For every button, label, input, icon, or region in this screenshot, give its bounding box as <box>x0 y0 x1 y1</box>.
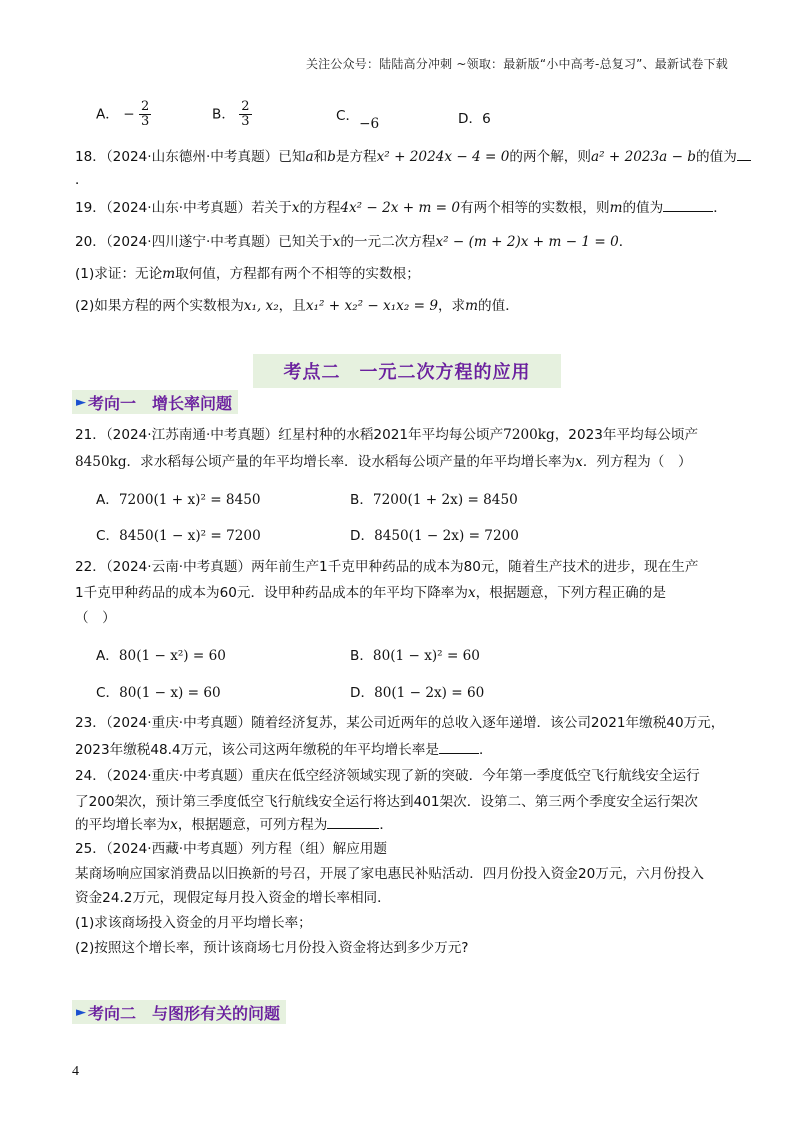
question-18 <box>75 147 751 167</box>
q20-p2-ask: ，求 <box>437 298 466 314</box>
denominator: 3 <box>241 114 250 129</box>
q18-mid: 是方程 <box>335 149 377 165</box>
q19-mid2: 有两个相等的实数根，则 <box>460 200 610 216</box>
q23-end: ． <box>478 742 493 758</box>
question-21-line-2 <box>75 452 692 472</box>
q20-p2-text: (2)如果方程的两个实数根为 <box>75 298 244 314</box>
q20-equation: x² − (m + 2)x + m − 1 = 0 <box>435 234 619 250</box>
q20-p2-and: ，且 <box>278 298 306 314</box>
question-25-part-1: (1)求该商场投入资金的月平均增长率； <box>75 915 312 931</box>
q19-text: 19．（2024·山东·中考真题）若关于 <box>75 200 292 216</box>
question-25-part-2: (2)按照这个增长率，预计该商场七月份投入资金将达到多少万元? <box>75 940 469 956</box>
question-20 <box>75 232 632 252</box>
denominator: 3 <box>140 114 150 129</box>
q20-part-2 <box>75 296 519 316</box>
q17-option-d <box>458 107 491 127</box>
question-24-line-2: 了200架次，预计第三季度低空飞行航线安全运行将达到401架次．设第二、第三两个季度安全运行架次 <box>75 794 698 810</box>
question-24-line-3 <box>75 815 393 835</box>
question-25-line-2: 某商场响应国家消费品以旧换新的号召，开展了家电惠民补贴活动．四月份投入资金20万元，六月份投入 <box>75 866 705 882</box>
q19-equation: 4x² − 2x + m = 0 <box>340 200 461 216</box>
var-m: m <box>465 298 479 314</box>
option-value: 6 <box>482 111 491 127</box>
section-title: 考点二 一元二次方程的应用 <box>253 354 561 388</box>
answer-blank <box>737 148 751 161</box>
q22-option-b <box>350 644 480 664</box>
question-25-line-1: 25．（2024·西藏·中考真题）列方程（组）解应用题 <box>75 841 388 857</box>
option-label: D． <box>350 528 375 544</box>
option-label: C． <box>336 108 360 124</box>
option-equation: 80(1 − 2x) = 60 <box>374 685 485 701</box>
var-x: x <box>332 234 341 250</box>
question-22-line-2 <box>75 583 666 603</box>
var-a: a <box>305 149 314 165</box>
question-23-line-2 <box>75 740 493 760</box>
q20-condition: x₁² + x₂² − x₁x₂ = 9 <box>305 298 438 314</box>
option-equation: 7200(1 + 2x) = 8450 <box>372 492 518 508</box>
q20-p1-rest: 取何值，方程都有两个不相等的实数根； <box>175 266 420 282</box>
q22-text: 1千克甲种药品的成本为60元．设甲种药品成本的年平均下降率为 <box>75 585 468 601</box>
question-22-line-3: （ ） <box>75 610 116 626</box>
q21-option-c <box>96 524 261 544</box>
subheading-text: 考向二 与图形有关的问题 <box>88 1003 281 1023</box>
fraction <box>139 100 151 129</box>
option-label: A． <box>96 492 119 508</box>
option-value: −6 <box>359 116 380 132</box>
option-equation: 80(1 − x²) = 60 <box>118 648 226 664</box>
q17-option-b <box>212 100 252 129</box>
option-label: A． <box>96 648 119 664</box>
option-label: D． <box>458 111 483 127</box>
option-label: B． <box>212 106 235 123</box>
q21-text-2: ，2023年平均每公顷产 <box>554 427 699 443</box>
q18-mid2: 的两个解，则 <box>509 149 591 165</box>
q21-text: 21．（2024·江苏南通·中考真题）红星村种的水稻2021年平均每公顷产 <box>75 427 504 443</box>
option-equation: 8450(1 − 2x) = 7200 <box>374 528 519 544</box>
q17-option-a <box>96 100 151 129</box>
option-equation: 80(1 − x)² = 60 <box>372 648 480 664</box>
triangle-right-icon: ► <box>76 1004 86 1020</box>
q21-value-1: 7200kg <box>503 427 555 443</box>
q22-option-d <box>350 681 484 701</box>
q24-text: 的平均增长率为 <box>75 817 171 833</box>
numerator: 2 <box>241 99 250 114</box>
question-23-line-1: 23．（2024·重庆·中考真题）随着经济复苏，某公司近两年的总收入逐年递增．该公司2021年缴税40万元， <box>75 715 725 731</box>
answer-blank <box>327 816 379 829</box>
var-b: b <box>327 149 336 165</box>
q22-option-a <box>96 644 226 664</box>
q19-mid: 的方程 <box>299 200 341 216</box>
var-x: x <box>575 454 583 470</box>
option-equation: 8450(1 − x)² = 7200 <box>119 528 261 544</box>
q18-dot: ． <box>75 172 89 188</box>
var-x: x <box>291 200 300 216</box>
var-m: m <box>162 266 176 282</box>
page-header: 关注公众号：陆陆高分冲刺 ~领取：最新版“小中高考-总复习”、最新试卷下载 <box>305 57 728 71</box>
answer-blank <box>663 199 713 212</box>
question-19 <box>75 198 727 218</box>
q24-text-2: ，根据题意，可列方程为 <box>177 817 328 833</box>
q21-text-4: ．列方程为（ ） <box>582 454 692 470</box>
q19-end: ． <box>713 200 727 216</box>
var-x: x <box>467 585 476 601</box>
q20-mid: 的一元二次方程 <box>340 234 436 250</box>
q21-value-2: 8450kg <box>75 454 127 470</box>
q21-option-a <box>96 488 261 508</box>
q23-text: 2023年缴税48.4万元，该公司这两年缴税的年平均增长率是 <box>75 742 439 758</box>
answer-blank <box>439 741 479 754</box>
subheading-growth-rate <box>72 390 238 414</box>
q20-p1-text: (1)求证：无论 <box>75 266 163 282</box>
subheading-text: 考向一 增长率问题 <box>88 393 233 413</box>
var-m: m <box>609 200 623 216</box>
question-25-line-3: 资金24.2万元，现假定每月投入资金的增长率相同． <box>75 890 391 906</box>
question-22-line-1: 22．（2024·云南·中考真题）两年前生产1千克甲种药品的成本为80元，随着生产技术的进步，现在生产 <box>75 559 699 575</box>
q20-p2-end: 的值． <box>478 298 519 314</box>
q18-and: 和 <box>313 149 328 165</box>
q20-roots: x₁, x₂ <box>243 298 279 314</box>
triangle-right-icon: ► <box>76 394 86 410</box>
var-x: x <box>170 817 178 833</box>
fraction <box>239 100 251 129</box>
option-label: C． <box>96 685 120 701</box>
q20-part-1 <box>75 264 420 284</box>
option-label: A． <box>96 106 119 123</box>
option-equation: 80(1 − x) = 60 <box>119 685 221 701</box>
option-label: D． <box>350 685 375 701</box>
numerator: 2 <box>140 99 150 114</box>
q18-expression: a² + 2023a − b <box>590 149 697 165</box>
option-label: C． <box>96 528 120 544</box>
q18-suffix: 的值为 <box>696 149 737 165</box>
minus-sign: − <box>123 106 135 123</box>
q22-option-c <box>96 681 221 701</box>
option-label: B． <box>350 648 373 664</box>
q19-suffix: 的值为 <box>622 200 664 216</box>
option-label: B． <box>350 492 373 508</box>
option-equation: 7200(1 + x)² = 8450 <box>118 492 261 508</box>
q21-text-3: ．求水稻每公顷产量的年平均增长率．设水稻每公顷产量的年平均增长率为 <box>126 454 576 470</box>
page-number: 4 <box>72 1064 79 1079</box>
q17-option-c <box>336 104 380 132</box>
question-24-line-1: 24．（2024·重庆·中考真题）重庆在低空经济领域实现了新的突破．今年第一季度低空飞行航线安全运行 <box>75 768 700 784</box>
question-21-line-1 <box>75 425 698 445</box>
q22-text-2: ，根据题意，下列方程正确的是 <box>475 585 666 601</box>
q18-equation: x² + 2024x − 4 = 0 <box>376 149 510 165</box>
q21-option-b <box>350 488 518 508</box>
q21-option-d <box>350 524 519 544</box>
q24-end: ． <box>379 817 393 833</box>
q20-end: ． <box>618 234 633 250</box>
subheading-geometry <box>72 1000 286 1024</box>
q20-text: 20．（2024·四川遂宁·中考真题）已知关于 <box>75 234 333 250</box>
q18-text: 18．（2024·山东德州·中考真题）已知 <box>75 149 306 165</box>
